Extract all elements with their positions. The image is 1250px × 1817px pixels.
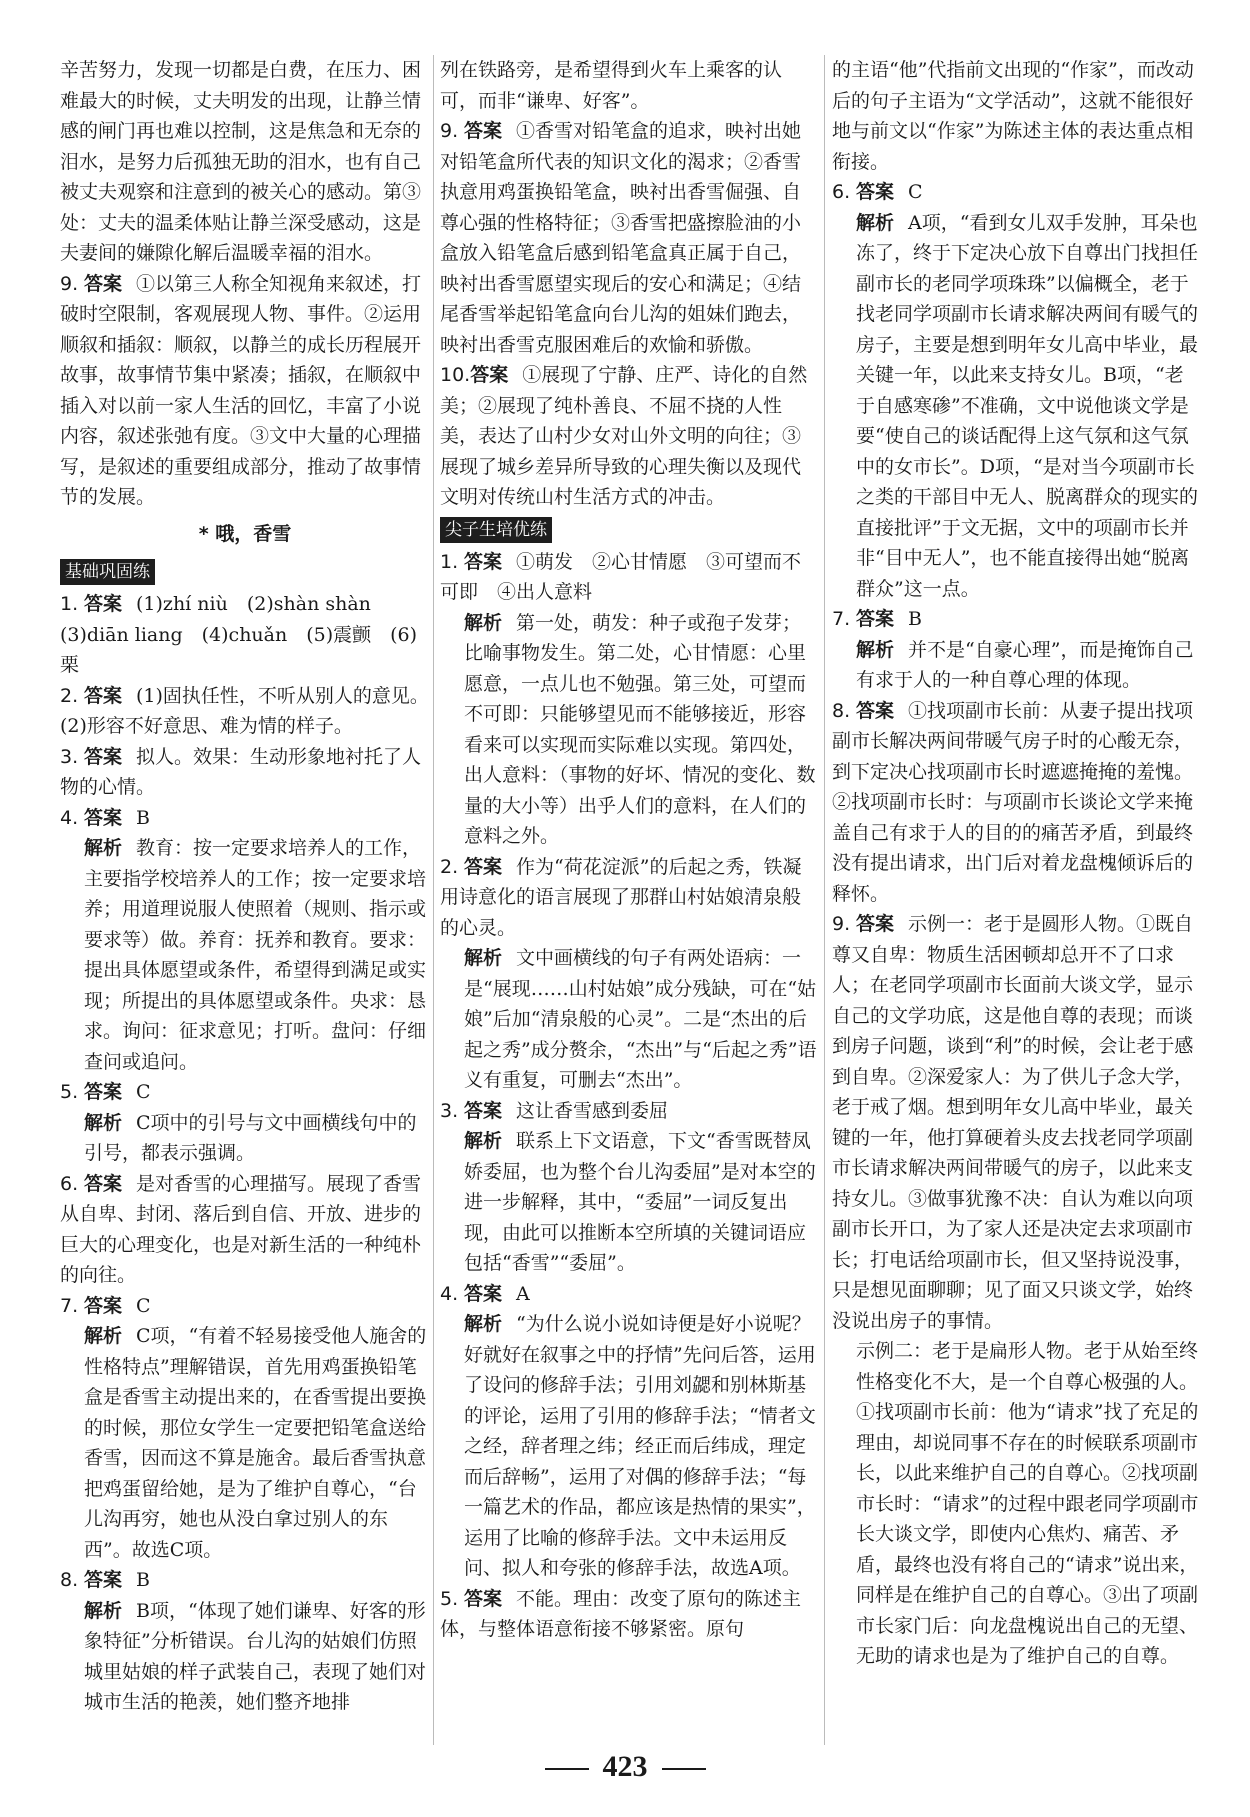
answer-item bbox=[440, 547, 818, 852]
explanation-text: A项，“看到女儿双手发肿，耳朵也冻了，终于下定决心放下自尊出门找担任副市长的老同学项珠珠”以偏概全，老于找老同学项副市长请求解决两间有暖气的房子，主要是想到明年女儿高中毕业，最关键一年，以此来支持女儿。B项，“老于自感寒碜”不准确，文中说他谈文学是要“使自己的谈话配得上这气氛和这气氛中的女市长”。D项，“是对当今项副市长之类的干部目中无人、脱离群众的现实的直接批评”于文无据，文中的项副市长并非“目中无人”，也不能直接得出她“脱离群众”这一点。 bbox=[856, 211, 1199, 600]
explanation-text: 文中画横线的句子有两处语病：一是“展现……山村姑娘”成分残缺，可在“姑娘”后加“清泉般的心灵”。二是“杰出的后起之秀”成分赘余，“杰出”与“后起之秀”语义有重复，可删去“杰出”。 bbox=[464, 947, 817, 1091]
item-number: 3. bbox=[440, 1099, 459, 1122]
answer-tag: 答案 bbox=[84, 1294, 123, 1317]
answer-tag: 答案 bbox=[84, 1569, 123, 1591]
answer-tag: 答案 bbox=[464, 1587, 503, 1610]
answer-tag: 答案 bbox=[84, 745, 123, 768]
explanation-text: C项中的引号与文中画横线句中的引号，都表示强调。 bbox=[84, 1111, 417, 1164]
answer-text: A bbox=[516, 1282, 530, 1305]
explanation-tag: 解析 bbox=[464, 947, 503, 969]
item-number: 6. bbox=[832, 181, 851, 203]
answer-item bbox=[60, 1169, 430, 1291]
answer-item bbox=[440, 852, 818, 1096]
answer-item bbox=[440, 1584, 818, 1645]
answer-text: 不能。理由：改变了原句的陈述主体，与整体语意衔接不够紧密。原句 bbox=[440, 1587, 802, 1640]
answer-item bbox=[832, 177, 1202, 604]
answer-item bbox=[60, 589, 430, 681]
answer-text: B bbox=[136, 1569, 150, 1591]
answer-tag: 答案 bbox=[856, 913, 895, 935]
answer-text: C bbox=[136, 1081, 151, 1103]
answer-text: 作为“荷花淀派”的后起之秀，铁凝用诗意化的语言展现了那群山村姑娘清泉般的心灵。 bbox=[440, 855, 802, 939]
answer-tag: 答案 bbox=[464, 855, 503, 878]
answer-text: ①找项副市长前：从妻子提出找项副市长解决两间带暖气房子时的心酸无奈，到下定决心找项副市长时遮遮掩掩的羞愧。②找项副市长时：与项副市长谈论文学来掩盖自己有求于人的目的的痛苦矛盾，到最终没有提出请求，出门后对着龙盘槐倾诉后的释怀。 bbox=[832, 699, 1194, 905]
answer-tag: 答案 bbox=[856, 699, 895, 722]
answer-tag: 答案 bbox=[84, 1172, 123, 1195]
explanation-text: “为什么说小说如诗便是好小说呢？好就好在叙事之中的抒情”先问后答，运用了设问的修辞手法；引用刘勰和别林斯基的评论，运用了引用的修辞手法；“情者文之经，辞者理之纬；经正而后纬成，理定而后辞畅”，运用了对偶的修辞手法；“每一篇艺术的作品，都应该是热情的果实”，运用了比喻的修辞手法。文中未运用反问、拟人和夸张的修辞手法，故选A项。 bbox=[464, 1313, 816, 1579]
answer-text: C bbox=[136, 1294, 151, 1317]
explanation-tag: 解析 bbox=[84, 1599, 123, 1622]
explanation-tag: 解析 bbox=[856, 211, 895, 234]
answer-tag: 答案 bbox=[470, 364, 509, 386]
item-number: 1. bbox=[440, 550, 459, 573]
answer-text: C bbox=[908, 181, 923, 203]
answer-item bbox=[60, 1565, 430, 1718]
answer-text: 这让香雪感到委屈 bbox=[516, 1099, 669, 1122]
answer-item bbox=[440, 360, 818, 513]
continued-paragraph: 辛苦努力，发现一切都是白费，在压力、困难最大的时候，丈夫明发的出现，让静兰情感的闸门再也难以控制，这是焦急和无奈的泪水，是努力后孤独无助的泪水，也有自己被丈夫观察和注意到的被关心的感动。第③处：丈夫的温柔体贴让静兰深受感动，这是夫妻间的嫌隙化解后温暖幸福的泪水。 bbox=[60, 59, 422, 264]
section-label: 尖子生培优练 bbox=[440, 517, 552, 543]
page-number bbox=[0, 1750, 1250, 1784]
column-middle bbox=[440, 55, 818, 1645]
explanation-text: 并不是“自豪心理”，而是掩饰自己有求于人的一种自尊心理的体现。 bbox=[856, 638, 1194, 691]
answer-text: ①萌发 ②心甘情愿 ③可望而不可即 ④出人意料 bbox=[440, 550, 802, 603]
item-number: 10. bbox=[440, 364, 471, 386]
page-number-dash bbox=[545, 1768, 589, 1770]
answer-item bbox=[440, 116, 818, 360]
item-number: 7. bbox=[832, 608, 851, 630]
answer-tag: 答案 bbox=[464, 120, 503, 142]
answer-text: (1)zhí niù (2)shàn shàn (3)diān liang (4)chuǎn (5)震颤 (6)栗 bbox=[60, 593, 418, 676]
item-number: 6. bbox=[60, 1172, 79, 1195]
explanation-tag: 解析 bbox=[84, 837, 123, 859]
answer-text: ①展现了宁静、庄严、诗化的自然美；②展现了纯朴善良、不屈不挠的人性美，表达了山村少女对山外文明的向往；③展现了城乡差异所导致的心理失衡以及现代文明对传统山村生活方式的冲击。 bbox=[440, 364, 808, 508]
answer-tag: 答案 bbox=[464, 1099, 503, 1122]
column-right bbox=[832, 55, 1202, 1672]
answer-item bbox=[832, 604, 1202, 696]
item-number: 8. bbox=[832, 699, 851, 722]
explanation-text: B项，“体现了她们谦卑、好客的形象特征”分析错误。台儿沟的姑娘们仿照城里姑娘的样子武装自己，表现了她们对城市生活的艳羡，她们整齐地排 bbox=[84, 1599, 427, 1713]
answer-text: B bbox=[136, 806, 150, 829]
item-number: 4. bbox=[440, 1282, 459, 1305]
answer-item bbox=[60, 742, 430, 803]
answer-tag: 答案 bbox=[464, 550, 503, 573]
answer-text: 是对香雪的心理描写。展现了香雪从自卑、封闭、落后到自信、开放、进步的巨大的心理变化，也是对新生活的一种纯朴的向往。 bbox=[60, 1172, 422, 1286]
answer-item bbox=[60, 803, 430, 1078]
page-number-text: 423 bbox=[602, 1750, 648, 1783]
explanation-text: C项，“有着不轻易接受他人施舍的性格特点”理解错误，首先用鸡蛋换铅笔盒是香雪主动提出来的，在香雪提出要换的时候，那位女学生一定要把铅笔盒送给香雪，因而这不算是施舍。最后香雪执意把鸡蛋留给她，是为了维护自尊心，“台儿沟再穷，她也从没白拿过别人的东西”。故选C项。 bbox=[84, 1325, 427, 1561]
item-number: 5. bbox=[440, 1587, 459, 1610]
item-number: 4. bbox=[60, 806, 79, 829]
answer-text: B bbox=[908, 608, 922, 630]
item-number: 7. bbox=[60, 1294, 79, 1317]
answer-tag: 答案 bbox=[84, 684, 123, 707]
answer-text: 拟人。效果：生动形象地衬托了人物的心情。 bbox=[60, 745, 422, 798]
column-left bbox=[60, 55, 430, 1718]
explanation-tag: 解析 bbox=[464, 1313, 503, 1335]
answer-tag: 答案 bbox=[84, 593, 123, 615]
item-number: 2. bbox=[60, 684, 79, 707]
section-label: 基础巩固练 bbox=[60, 559, 155, 585]
answer-tag: 答案 bbox=[856, 181, 895, 203]
explanation-tag: 解析 bbox=[84, 1111, 123, 1134]
explanation-text: 联系上下文语意，下文“香雪既替凤娇委屈，也为整个台儿沟委屈”是对本空的进一步解释，其中，“委屈”一词反复出现，由此可以推断本空所填的关键词语应包括“香雪”“委屈”。 bbox=[464, 1130, 816, 1274]
answer-item bbox=[832, 696, 1202, 910]
column-divider bbox=[433, 55, 434, 1745]
item-number: 9. bbox=[832, 913, 851, 935]
explanation-tag: 解析 bbox=[84, 1325, 123, 1347]
answer-item bbox=[60, 1077, 430, 1169]
answer-tag: 答案 bbox=[84, 272, 123, 295]
answer-tag: 答案 bbox=[856, 608, 895, 630]
article-title: * 哦，香雪 bbox=[198, 522, 292, 545]
item-number: 9. bbox=[60, 272, 79, 295]
answer-text: 示例一：老于是圆形人物。①既自尊又自卑：物质生活困顿却总开不了口求人；在老同学项副市长面前大谈文学，显示自己的文学功底，这是他自尊的表现；而谈到房子问题，谈到“利”的时候，会让老于感到自卑。②深爱家人：为了供儿子念大学，老于戒了烟。想到明年女儿高中毕业，最关键的一年，他打算硬着头皮去找老同学项副市长请求解决两间带暖气的房子，以此来支持女儿。③做事犹豫不决：自认为难以向项副市长开口，为了家人还是决定去求项副市长；打电话给项副市长，但又坚持说没事，只是想见面聊聊；见了面又只谈文学，始终没说出房子的事情。 bbox=[832, 913, 1194, 1332]
answer-text: ①以第三人称全知视角来叙述，打破时空限制，客观展现人物、事件。②运用顺叙和插叙：顺叙，以静兰的成长历程展开故事，故事情节集中紧凑；插叙，在顺叙中插入对以前一家人生活的回忆，丰富了小说内容，叙述张弛有度。③文中大量的心理描写，是叙述的重要组成部分，推动了故事情节的发展。 bbox=[60, 272, 422, 508]
answer-tag: 答案 bbox=[84, 1081, 123, 1103]
explanation-tag: 解析 bbox=[464, 1130, 503, 1152]
answer-text: (1)固执任性，不听从别人的意见。(2)形容不好意思、难为情的样子。 bbox=[60, 684, 429, 737]
item-number: 3. bbox=[60, 745, 79, 768]
page-number-dash bbox=[662, 1768, 706, 1770]
answer-item bbox=[440, 1096, 818, 1279]
item-number: 1. bbox=[60, 593, 79, 615]
continued-paragraph: 的主语“他”代指前文出现的“作家”，而改动后的句子主语为“文学活动”，这就不能很好地与前文以“作家”为陈述主体的表达重点相衔接。 bbox=[832, 59, 1194, 173]
answer-item bbox=[440, 1279, 818, 1584]
explanation-tag: 解析 bbox=[856, 638, 895, 661]
answer-item bbox=[832, 909, 1202, 1336]
item-number: 9. bbox=[440, 120, 459, 142]
answer-tag: 答案 bbox=[84, 806, 123, 829]
item-number: 8. bbox=[60, 1569, 79, 1591]
example-paragraph: 示例二：老于是扁形人物。老于从始至终性格变化不大，是一个自尊心极强的人。①找项副市长前：他为“请求”找了充足的理由，却说同事不存在的时候联系项副市长，以此来维护自己的自尊心。②找项副市长时：“请求”的过程中跟老同学项副市长大谈文学，即使内心焦灼、痛苦、矛盾，最终也没有将自己的“请求”说出来，同样是在维护自己的自尊心。③出了项副市长家门后：向龙盘槐说出自己的无望、无助的请求也是为了维护自己的自尊。 bbox=[856, 1340, 1199, 1667]
column-divider bbox=[824, 55, 825, 1745]
item-number: 5. bbox=[60, 1081, 79, 1103]
answer-text: ①香雪对铅笔盒的追求，映衬出她对铅笔盒所代表的知识文化的渴求；②香雪执意用鸡蛋换铅笔盒，映衬出香雪倔强、自尊心强的性格特征；③香雪把盛擦脸油的小盒放入铅笔盒后感到铅笔盒真正属于自己，映衬出香雪愿望实现后的安心和满足；④结尾香雪举起铅笔盒向台儿沟的姐妹们跑去，映衬出香雪克服困难后的欢愉和骄傲。 bbox=[440, 120, 802, 356]
continued-paragraph: 列在铁路旁，是希望得到火车上乘客的认可，而非“谦卑、好客”。 bbox=[440, 59, 783, 112]
explanation-text: 教育：按一定要求培养人的工作，主要指学校培养人的工作；按一定要求培养；用道理说服人使照着（规则、指示或要求等）做。养育：抚养和教育。要求：提出具体愿望或条件，希望得到满足或实现；所提出的具体愿望或条件。央求：恳求。询问：征求意见；打听。盘问：仔细查问或追问。 bbox=[84, 837, 427, 1073]
answer-tag: 答案 bbox=[464, 1282, 503, 1305]
answer-item bbox=[60, 681, 430, 742]
explanation-tag: 解析 bbox=[464, 611, 503, 634]
item-number: 2. bbox=[440, 855, 459, 878]
answer-item bbox=[60, 1291, 430, 1566]
answer-item-9 bbox=[60, 269, 430, 513]
explanation-text: 第一处，萌发：种子或孢子发芽；比喻事物发生。第二处，心甘情愿：心里愿意，一点儿也不勉强。第三处，可望而不可即：只能够望见而不能够接近，形容看来可以实现而实际难以实现。第四处，出人意料：（事物的好坏、情况的变化、数量的大小等）出乎人们的意料，在人们的意料之外。 bbox=[464, 611, 816, 847]
